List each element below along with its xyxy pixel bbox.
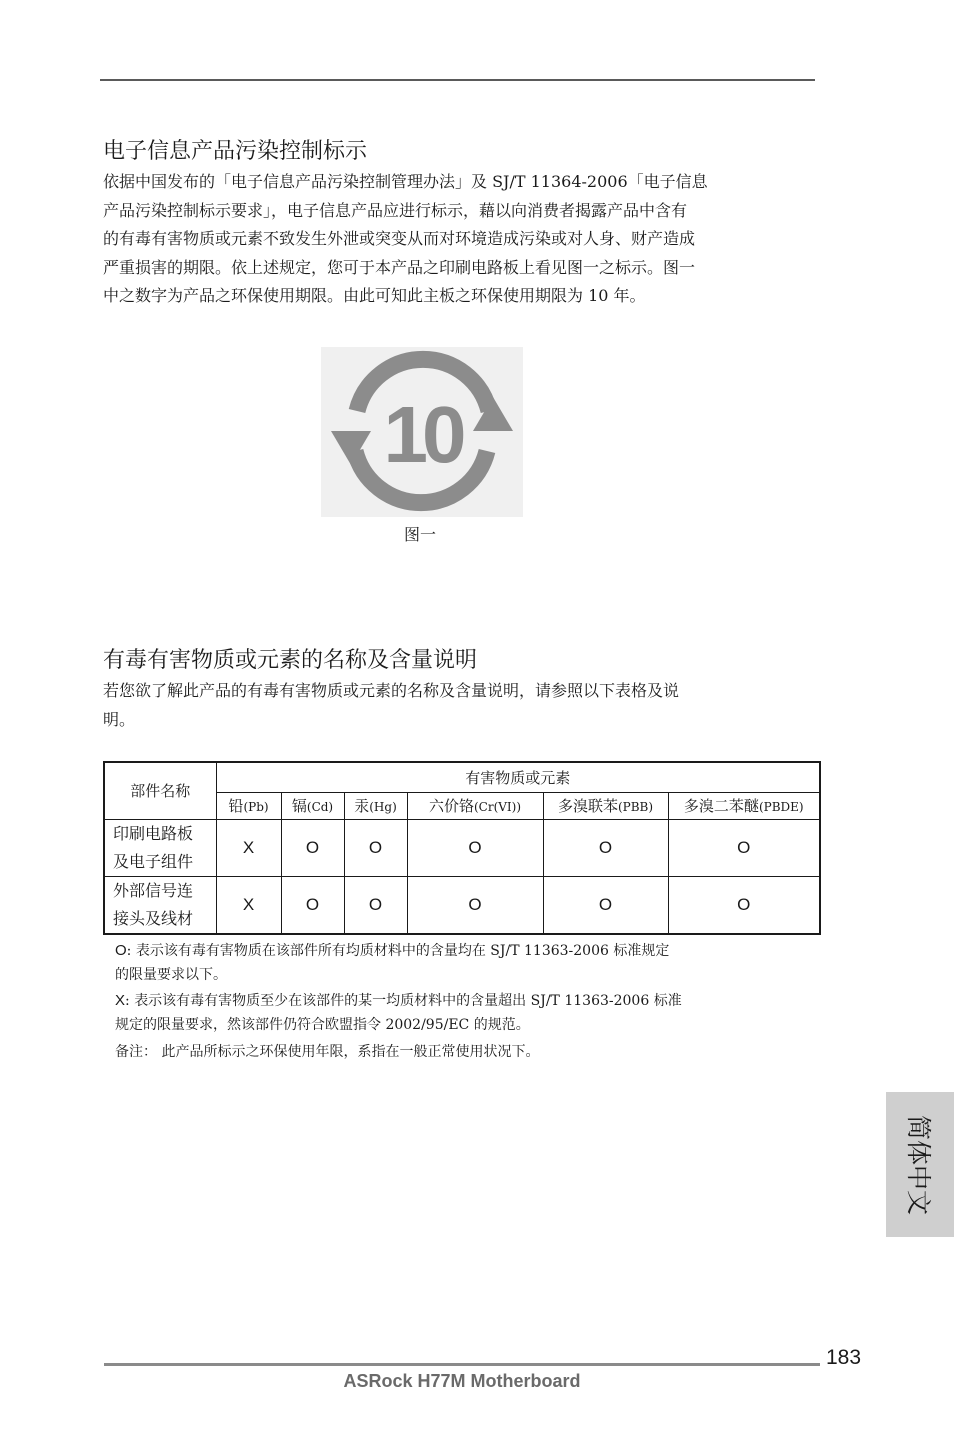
value-cell: O bbox=[543, 876, 668, 934]
language-tab-label: 简体中文 bbox=[904, 1114, 933, 1215]
value-cell: X bbox=[216, 819, 281, 876]
part-name-cell: 外部信号连 接头及线材 bbox=[104, 876, 216, 934]
value-cell: O bbox=[281, 819, 344, 876]
paragraph-line: 的有毒有害物质或元素不致发生外泄或突变从而对环境造成污染或对人身、财产造成 bbox=[103, 229, 696, 248]
logo-number: 10 bbox=[383, 390, 461, 479]
section-body-hazardous-substances bbox=[103, 677, 823, 734]
language-tab bbox=[886, 1092, 954, 1237]
section-heading-hazardous-substances: 有毒有害物质或元素的名称及含量说明 bbox=[103, 648, 478, 673]
value-cell: O bbox=[407, 819, 543, 876]
value-cell: O bbox=[281, 876, 344, 934]
paragraph-line: 严重损害的期限。依上述规定，您可于本产品之印刷电路板上看见图一之标示。图一 bbox=[103, 257, 696, 277]
hazardous-substance-table bbox=[103, 761, 821, 935]
column-header-hg: 汞(Hg) bbox=[344, 792, 407, 819]
value-cell: O bbox=[344, 876, 407, 934]
value-cell: O bbox=[668, 819, 820, 876]
footer-title: ASRock H77M Motherboard bbox=[343, 1371, 581, 1391]
figure-caption: 图一 bbox=[403, 525, 436, 544]
column-header-pbde: 多溴二苯醚(PBDE) bbox=[668, 792, 820, 819]
value-cell: O bbox=[407, 876, 543, 934]
part-name-cell: 印刷电路板 及电子组件 bbox=[104, 819, 216, 876]
column-header-cr6: 六价铬(Cr(VI)) bbox=[407, 792, 543, 819]
paragraph-line: 明。 bbox=[103, 709, 136, 729]
note-x-definition: X: 表示该有毒有害物质至少在该部件的某一均质材料中的含量超出 SJ/T 11363-2006 标准 规定的限量要求，然该部件仍符合欧盟指令 2002/95/EC 的规范。 bbox=[115, 992, 682, 1033]
paragraph-line: 若您欲了解此产品的有毒有害物质或元素的名称及含量说明，请参照以下表格及说 bbox=[103, 681, 680, 700]
section-body-pollution-control bbox=[103, 168, 823, 311]
value-cell: O bbox=[344, 819, 407, 876]
value-cell: O bbox=[543, 819, 668, 876]
column-header-pb: 铅(Pb) bbox=[216, 792, 281, 819]
paragraph-line: 依据中国发布的「电子信息产品污染控制管理办法」及 SJ/T 11364-2006「电子信息 bbox=[103, 172, 708, 191]
paragraph-line: 中之数字为产品之环保使用期限。由此可知此主板之环保使用期限为 10 年。 bbox=[103, 286, 646, 305]
paragraph-line: 产品污染控制标示要求」，电子信息产品应进行标示，藉以向消费者揭露产品中含有 bbox=[103, 200, 688, 220]
top-rule bbox=[100, 79, 815, 81]
section-heading-pollution-control: 电子信息产品污染控制标示 bbox=[103, 139, 368, 164]
page-number: 183 bbox=[826, 1346, 862, 1369]
recycle-period-icon bbox=[321, 347, 523, 517]
bottom-rule bbox=[104, 1363, 820, 1366]
value-cell: X bbox=[216, 876, 281, 934]
table-row bbox=[104, 876, 820, 934]
note-key-x: X bbox=[115, 992, 126, 1009]
value-cell: O bbox=[668, 876, 820, 934]
note-o-definition: O: 表示该有毒有害物质在该部件所有均质材料中的含量均在 SJ/T 11363-2006 标准规定 的限量要求以下。 bbox=[115, 942, 670, 983]
note-key-o: O bbox=[115, 942, 127, 959]
hazardous-group-header: 有害物质或元素 bbox=[216, 762, 820, 792]
column-header-pbb: 多溴联苯(PBB) bbox=[543, 792, 668, 819]
note-remark: 备注： 此产品所标示之环保使用年限，系指在一般正常使用状况下。 bbox=[115, 1044, 540, 1060]
table-row bbox=[104, 819, 820, 876]
column-header-cd: 镉(Cd) bbox=[281, 792, 344, 819]
part-name-header: 部件名称 bbox=[104, 762, 216, 819]
environment-protection-period-logo bbox=[321, 347, 523, 517]
